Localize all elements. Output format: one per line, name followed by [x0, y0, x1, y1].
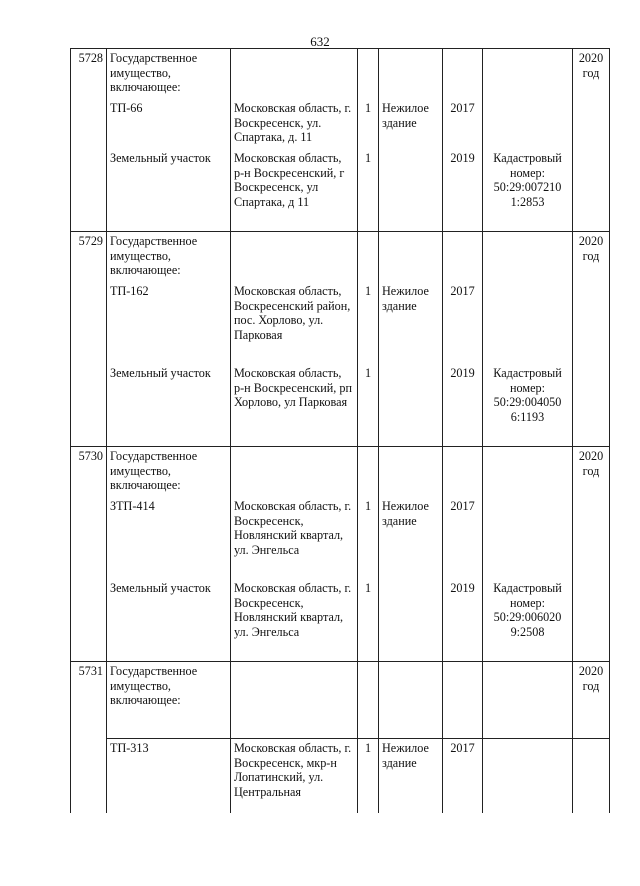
group-label: Государственное имущество, включающее:	[107, 447, 231, 498]
item-type	[379, 579, 443, 662]
empty-cell	[231, 232, 358, 283]
record-number: 5730	[71, 447, 107, 662]
empty-cell	[483, 232, 573, 283]
term: 2020 год	[573, 232, 610, 447]
item-type	[379, 149, 443, 232]
empty-cell	[379, 447, 443, 498]
item-year: 2017	[443, 282, 483, 364]
record-number: 5731	[71, 662, 107, 814]
term: 2020 год	[573, 447, 610, 662]
item-type: Нежилое здание	[379, 99, 443, 149]
item-document	[483, 497, 573, 579]
item-row	[71, 149, 610, 232]
item-address: Московская область, Воскресенский район, пос. Хорлово, ул. Парковая	[231, 282, 358, 364]
item-row	[71, 739, 610, 814]
item-document: Кадастровый номер: 50:29:004050 6:1193	[483, 364, 573, 447]
item-year: 2017	[443, 497, 483, 579]
item-document: Кадастровый номер: 50:29:006020 9:2508	[483, 579, 573, 662]
item-name: Земельный участок	[107, 149, 231, 232]
item-address: Московская область, г. Воскресенск, ул. Спартака, д. 11	[231, 99, 358, 149]
empty-cell	[483, 49, 573, 100]
item-name: Земельный участок	[107, 364, 231, 447]
empty-cell	[443, 447, 483, 498]
item-year: 2019	[443, 579, 483, 662]
item-document: Кадастровый номер: 50:29:007210 1:2853	[483, 149, 573, 232]
item-year: 2019	[443, 364, 483, 447]
item-type: Нежилое здание	[379, 282, 443, 364]
item-address: Московская область, г. Воскресенск, мкр-н Лопатинский, ул. Центральная	[231, 739, 358, 814]
item-document	[483, 739, 573, 814]
item-document	[483, 282, 573, 364]
item-year: 2017	[443, 739, 483, 814]
empty-cell	[483, 662, 573, 739]
item-year: 2019	[443, 149, 483, 232]
item-quantity: 1	[358, 149, 379, 232]
property-register-table	[70, 48, 610, 813]
group-label: Государственное имущество, включающее:	[107, 232, 231, 283]
record-row	[71, 49, 610, 100]
empty-cell	[379, 49, 443, 100]
item-quantity: 1	[358, 99, 379, 149]
record-number: 5729	[71, 232, 107, 447]
record-row	[71, 232, 610, 283]
empty-cell	[358, 447, 379, 498]
item-quantity: 1	[358, 282, 379, 364]
empty-cell	[231, 662, 358, 739]
item-row	[71, 364, 610, 447]
item-name: Земельный участок	[107, 579, 231, 662]
empty-cell	[379, 232, 443, 283]
item-address: Московская область, р-н Воскресенский, рп Хорлово, ул Парковая	[231, 364, 358, 447]
empty-cell	[443, 232, 483, 283]
group-label: Государственное имущество, включающее:	[107, 662, 231, 739]
item-quantity: 1	[358, 579, 379, 662]
empty-cell	[231, 447, 358, 498]
item-name: ТП-162	[107, 282, 231, 364]
item-type: Нежилое здание	[379, 739, 443, 814]
item-name: ТП-66	[107, 99, 231, 149]
item-quantity: 1	[358, 739, 379, 814]
empty-cell	[358, 232, 379, 283]
empty-cell	[358, 49, 379, 100]
item-address: Московская область, г. Воскресенск, Новлянский квартал, ул. Энгельса	[231, 579, 358, 662]
term: 2020 год	[573, 662, 610, 739]
page-number: 632	[310, 34, 330, 49]
empty-cell	[231, 49, 358, 100]
item-type	[379, 364, 443, 447]
term: 2020 год	[573, 49, 610, 232]
item-year: 2017	[443, 99, 483, 149]
item-row	[71, 497, 610, 579]
item-document	[483, 99, 573, 149]
empty-cell	[443, 49, 483, 100]
item-address: Московская область, р-н Воскресенский, г Воскресенск, ул Спартака, д 11	[231, 149, 358, 232]
record-row	[71, 662, 610, 739]
item-row	[71, 99, 610, 149]
record-number: 5728	[71, 49, 107, 232]
empty-cell	[483, 447, 573, 498]
item-name: ЗТП-414	[107, 497, 231, 579]
item-row	[71, 282, 610, 364]
empty-cell	[443, 662, 483, 739]
item-name: ТП-313	[107, 739, 231, 814]
record-row	[71, 447, 610, 498]
item-type: Нежилое здание	[379, 497, 443, 579]
item-address: Московская область, г. Воскресенск, Новлянский квартал, ул. Энгельса	[231, 497, 358, 579]
group-label: Государственное имущество, включающее:	[107, 49, 231, 100]
empty-cell	[573, 739, 610, 814]
item-row	[71, 579, 610, 662]
empty-cell	[379, 662, 443, 739]
empty-cell	[358, 662, 379, 739]
item-quantity: 1	[358, 364, 379, 447]
item-quantity: 1	[358, 497, 379, 579]
